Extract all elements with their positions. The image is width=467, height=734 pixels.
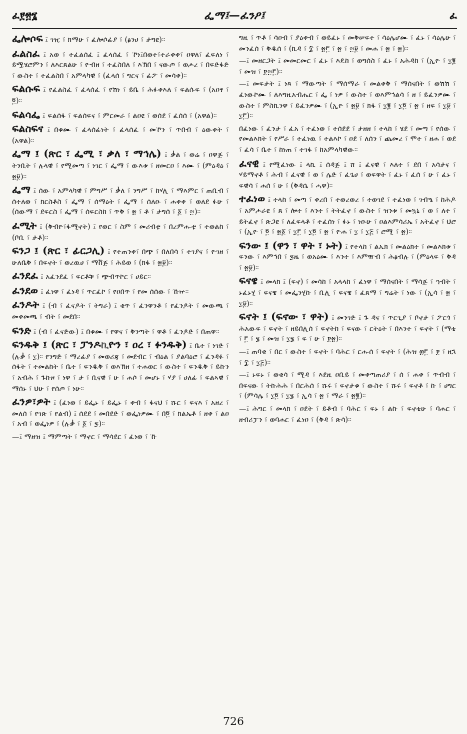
entry-definition: —፤ ሕግር ፣ መላክ ፣ ዐደት ፣ ይቶብ ፣ ባሕር ፣ ፍኑ ፣ ልኩ ፣ ፍኖቴሁ ፣ ባሐር ፣ ዘብሪፓን ፣ ወባሐር ፣ ፈነዐ ፣ (ቅዳ ፣ ጽሳ)። <box>239 404 456 424</box>
dictionary-entry <box>239 370 456 402</box>
dictionary-entry <box>12 148 229 182</box>
entry-definition: ፤ (ፈነወ ፣ ይፌኑ ፣ ይፌኑ ፣ ቀብ ፣ ፋናህ ፣ ሹር ፣ ፍናእ ፣ አዘረ ፣ መለሰ ፣ የገጽ ፣ የልብ) ፤ ሰደደ ፣ መበደድ ፣ ወፌነዎሙ ፣ በ፬ ፣ ክልኤቶ ፣ ዘቀ ፣ ልዐ ፣ አብ ፣ ወፌነዎ ፣ (ሉቃ ፣ ፩ ፣ ፯)። <box>12 398 229 429</box>
page-number: 726 <box>223 715 244 728</box>
entry-definition: ፤ አፈንደፈ ፣ ፍርቶቹ ፣ ጭብጥኮር ፣ ሀይር። <box>40 272 152 282</box>
entry-definition: ፤ ቃል ፣ ወሬ ፣ ዐዋጅ ፣ ትንቢት ፣ ሉላዊ ፣ የሚመጣ ፣ ነገር ፣ ፌማ ፣ ውእቱ ፣ ዘመርዐ ፣ እሙ ፣ (ምዕዳዕ ፣ ፳፱)። <box>12 150 229 181</box>
entry-headword: ፈንደፈ <box>12 270 39 283</box>
entry-definition: ፤ መላክ ፤ (ፍኖ) ፣ መሳከ ፣ አላላከ ፣ ፈነዋ ፣ ማሰናበት ፣ ማሳጅ ፣ ኀብት ፣ ኑፈኑሂ ፣ ፍናዌ ፣ መፌንሂኩ ፣ ቢሊ ፣ ፍናዌ ፣ ፈጸማ ፣ ግሬት ፣ ነው ፣ (ኢሳ ፣ ፳ ፣ ፲፱)። <box>239 277 456 308</box>
header-letter: ፈ <box>449 10 457 22</box>
dictionary-entry <box>239 124 456 156</box>
entry-definition: —፤ ጠባቂ ፣ በር ፣ ውስተ ፣ ፍኖት ፣ ባሕር ፣ ርሑሰ ፣ ፍኖት ፣ (ሕዝ ፴፫ ፣ ፻ ፣ ዘኋ ፣ ፰ ፣ ፲፭)። <box>239 347 456 367</box>
entry-definition: ፤ አወ ፣ ተፈልሰፈ ፤ ፈላሰፈ ፣ ኾነ፤በወተ፣ተራቀቀ፣ ዐዋለ፣ ፈፍለነ ፣ ይሟሄሮምን ፣ ለእርጸልሁ ፣ ዮብዘ ፣ ተፈስበለ ፣ እኽበ ፣ ናውጦ ፣ ወሖረ ፣ በፍድፋድ ፣ ውስተ ፣ ተፈልስበ ፣ አምላካዊ ፣ (ፈላሰ ፣ ግርና ፣ ፊፖ ፣ መሳቀ)። <box>12 49 229 80</box>
entry-definition: ፤ የተጠንቀ፣ በጭ ፣ በለበሳ ፣ ተገያና ፣ ዮገዘ ፣ ሁለቤቅ ፣ በፍኖት ፣ ወረዉሀ ፣ ማቨጅ ፣ ሕይወ ፣ (ክፋ ፣ ፳፱)። <box>12 247 229 267</box>
entry-headword: ፍልስፍና <box>12 123 44 136</box>
dictionary-entry <box>12 396 229 430</box>
entry-definition: —፤ ማዘዝ ፤ ማምጣት ፣ ማኖር ፣ ማሳደር ፣ ፈነወ ፣ ኹ <box>12 432 157 441</box>
running-header <box>12 6 457 26</box>
entry-headword: ፈንዎ፣ዎት <box>12 396 51 409</box>
text-columns <box>12 33 457 713</box>
entry-headword: ተፈነወ <box>239 193 266 206</box>
dictionary-entry <box>239 347 456 368</box>
dictionary-entry <box>12 123 229 146</box>
entry-definition: ፤ ገዢ ፣ ክማሁ ፣ ፈሎሶፊያ ፣ (ፅንሀ ፣ ታግዩ)። <box>45 35 166 44</box>
entry-definition: ፤ መንገድ ፤ ጉ ዳና ፣ ጥርጊያ ፣ ቦኖታ ፣ ፖርጎ ፣ ሕአውፍ ፣ ፍኖት ፣ ዘይበሊሰ ፣ ፍኖትከ ፣ ፍናው ፣ ርትዕት ፣ በእንተ ፣ ፍኖት ፣ (ማቴ ፣ ፫ ፣ ፮ ፣ መዝ ፣ ፲፮ ፣ ፍ ፣ ሁ ፣ ፻፳)። <box>239 313 456 344</box>
dictionary-entry <box>12 33 229 46</box>
dictionary-entry <box>239 240 456 274</box>
entry-headword: ፈንደወ <box>12 284 39 297</box>
dictionary-entry <box>12 339 229 394</box>
entry-definition: ፤ ቤተ ፣ ነገድ ፣ (ሉቃ ፣ ፲)። የንግድ ፣ ማረፊያ ፣ መወሪጃ ፣ መደብር ፣ ብዕል ፣ ያልባዕሮ ፣ ፈንዳፉ ፣ ሰፋት ፣ ተመልከት ፣ ቤተ ፣ ፍንዱቅ ፣ ወእኽዘ ፣ ተሐወር ፣ ውስተ ፣ ፍንዱቅ ፣ ይኩን ፣ አብሕ ፣ ጉኩዞ ፣ ነዋ ፣ ታ ፣ ቢናዊ ፣ ሁ ፣ ሐሶ ፣ መሆኑ ፣ ሃያ ፣ ሀለፊ ፣ ፍልኣዊ ፣ ማሰኑ ፣ ህሁ ፣ የሰጦ ፣ ነሁ። <box>12 341 229 393</box>
dictionary-entry <box>239 33 456 54</box>
dictionary-entry <box>12 285 229 298</box>
entry-definition: ፤ የፈልስፈ ፣ ፈላሰፈ ፣ የሽነ ፣ ይቤ ፣ ሕፉቀእለ ፣ ፍልሱፍ ፣ (አዐፃ ፣ ፬)። <box>12 85 229 105</box>
entry-headword: ፌማ ፤ (ጽር ፣ ፌሚ ፣ ቃለ ፣ ማኅሌ) <box>12 148 162 161</box>
dictionary-entry <box>239 193 456 237</box>
header-section-mark: ፈ፻፳፮ <box>12 10 38 22</box>
entry-headword: ፍንጋ ፤ (ጽር ፣ ፊርጋሊ) <box>12 245 105 258</box>
entry-headword: ፍናዌ <box>239 275 258 288</box>
entry-headword: ፍንድ <box>12 324 32 337</box>
dictionary-entry <box>12 270 229 283</box>
dictionary-entry <box>239 56 456 77</box>
header-guide-words: ፌማ፤—ፈንዖ፤ <box>204 9 265 22</box>
dictionary-entry <box>12 109 229 122</box>
entry-headword: ፈናዊ <box>239 157 260 170</box>
dictionary-entry <box>239 158 456 192</box>
entry-definition: ፤ ሰው ፣ አምላካዊ ፣ ምግሥ ፣ ቃለ ፣ ንግሥ ፣ ከሃሊ ፣ ማእምር ፣ ጠቢብ ፣ ሰተለወ ፣ ክርስቶስ ፣ ፌማ ፣ ሰማዕት ፣ ፌማ ፣ ሰለዑ ፣ ሐቀቀ ፣ ወለደ ፉሁ ፣ (ሰውማ ፣ ደፍርስ ፣ ፌማ ፣ ሰፍርስከ ፣ ጥቅ ፣ ፳ ፣ ቶ ፣ ታግሰ ፣ ፩ ፣ ፵)። <box>12 186 229 217</box>
left-column <box>12 33 229 713</box>
entry-definition: ፤ (ቅብዮ፣ፋሚኖት) ፤ የወር ፣ ስም ፣ መሪብቲ ፣ በረምሑቲ ፣ ተወልከ ፣ (ቦቢ ፣ ታቶ)። <box>12 221 229 242</box>
dictionary-entry <box>12 220 229 243</box>
dictionary-entry <box>12 432 229 443</box>
entry-definition: ፤ በቁሙ ፣ ፈላሰፊነት ፣ ፈላሰፈ ፣ መኾን ፣ ጥበብ ፣ ዕውቀት ፣ (አዋል)። <box>12 125 229 145</box>
entry-headword: ፈንዶት <box>12 299 40 312</box>
entry-definition: —፤ መዘርጋት ፤ መመርመር ፣ ፈኑ ፣ እዴከ ፣ ወግሰስ ፣ ፈኑ ፣ አሕዳከ ፣ (ኢዮ ፣ ፲፪ ፣ መዝ ፣ ፻፵፫)። <box>239 56 456 76</box>
entry-headword: ፌማ <box>12 184 31 197</box>
entry-headword: ፍልሳፌ <box>12 108 41 121</box>
entry-definition: ግዚ ፣ ጥቶ ፣ ሳዐብ ፣ ያዕቀብ ፣ ወይፈኑ ፣ መቅሠፍተ ፣ ሳዕሌሆሙ ፣ ፈኑ ፣ ሳዕሌሁ ፣ መንፈሰ ፣ ቅዱሰ ፣ (ኪዳ ፣ ፰ ፣ ፳፫ ፣ ፳ ፣ ፵፱ ፣ መሐ ፣ ፳ ፣ ፳)። <box>239 33 456 53</box>
dictionary-entry <box>12 184 229 218</box>
entry-definition: ፤ ፍልሰፋ ፣ ፍልሰፍና ፣ ምርመራ ፣ ልዐዩ ፣ ወሰደ ፣ ፈሰሰ ፣ (አዋል)። <box>42 110 217 120</box>
entry-headword: ፍኖት ፤ (ፍኖው ፣ ዋት) <box>239 311 329 324</box>
dictionary-entry <box>239 311 456 345</box>
header-rule <box>12 28 457 29</box>
entry-definition: በፈነው ፣ ፈንታ ፣ ፈአ ፣ ተፈነወ ፣ ተሰደደ ፣ ታዘዘ ፣ ተላከ ፣ ሄደ ፣ መጣ ፣ የሰው ፣ የመልእክት ፣ የሥራ ፣ ተፈነዉ ፣ ተልእኮ ፣ ዐደ ፣ ለሰን ፣ ጨመረ ፣ ሞተ ፣ ዘሐ ፣ ወደ ፣ ፈሳ ፣ ቤተ ፣ ከነጠ ፣ ተገፋ ፣ ከአምላካዊው። <box>239 123 456 154</box>
entry-definition: ፤ (ብ ፣ ፈናዶት ፣ ትግራ) ፤ ቂጥ ፣ ፈንዋንቶ ፣ የፈንዶት ፣ መውጫ ፣ መቀመጫ ፣ ብት ፣ መደበ። <box>12 301 229 322</box>
entry-headword: ፈሚት <box>12 219 37 232</box>
right-column <box>239 33 456 713</box>
entry-headword: ፍልሱፍ <box>12 83 41 96</box>
entry-headword: ፍንዱቅ ፤ (ጽር ፣ ፓንዶኪዮን ፣ ዐረ ፣ ፉንዱቅ) <box>12 339 187 352</box>
entry-definition: ፤ (ብ ፣ ፈናድው) ፤ በቁሙ ፣ የዋና ፣ ቅንጣት ፣ ዋቶ ፣ ፈንዶድ ፣ በጠዋ። <box>33 326 220 336</box>
dictionary-entry <box>239 79 456 121</box>
entry-definition: ፤ ፈነዋ ፣ ፈነዳ ፣ ጥርፈኮ ፣ የዐበጥ ፣ የመ ሰሰው ፣ ኹኵ። <box>40 286 189 296</box>
dictionary-entry <box>12 48 229 82</box>
entry-definition: ፤ የተላከ ፣ ልኡክ ፣ መልዕክተ ፣ መልእክቱ ፣ ፍንው ፣ እምኅበ ፣ ፯ዜ ፣ ወአዕሙ ፣ እንተ ፣ እምዥብ ፣ ሕፅብሉ ፣ (ምዕላፍ ፣ ቅዳ ፣ ፳፱)። <box>239 241 456 272</box>
entry-definition: ፤ የሚፈነው ፤ ላኪ ፤ ሰዳጅ ፤ ሸ ፤ ፈናዊ ፣ እለተ ፣ ደበ ፣ አሳታና ፣ ሃይማኖቶ ፣ ሕብ ፣ ፈናዊ ፣ ወ ፣ ሌድ ፣ ፈጌሀ ፣ ወፍዋት ፣ ፈኑ ፣ ፈሰ ፣ ሁ ፣ ፈኑ ፣ ፍዊሳ ፣ ሐሰ ፣ ሁ ፣ (ቅዳሴ ፣ ሓዋ)። <box>239 159 456 190</box>
dictionary-entry <box>239 275 456 309</box>
entry-definition: —፤ ኑፍኑ ፣ ወቂሳ ፣ ሚዳ ፣ እደዚ ዐቢይ ፣ መቀጣጠሪያ ፣ ሰ ፣ ሐቀ ፣ ጥብብ ፣ በፍናው ፣ ትኩሕሕ ፣ በርሕሰ ፣ ሹሩ ፣ ፍኖታቁ ፣ ውስተ ፣ ሹሩ ፣ ፍኖቶ ፣ ኩ ፣ ሀግር ፣ (ምሳሌ ፣ ፲፬ ፣ ፲፮ ፣ ኢሳ ፣ ፳ ፣ ማራ ፣ ፳፪)። <box>239 370 456 401</box>
dictionary-entry <box>12 83 229 106</box>
entry-headword: ፍንው ፤ (ዋን ፣ ዋት ፣ ኑት) <box>239 239 343 252</box>
dictionary-entry <box>12 325 229 338</box>
entry-definition: ፤ ተላከ ፣ መጣ ፣ ቀረበ ፣ ተወረወረ ፣ ተወገደ ፣ ተፈነወ ፣ ገብዔ ፣ ከሕዶ ፣ አምሖራዩ ፣ ጸ ፣ ሎተ ፣ እንተ ፣ ትትፈኖ ፣ ውስተ ፣ ዝንቱ ፣ መኳኒ ፣ ወ ፣ ለተ ፣ ይትፈኖ ፣ ጽጋዩ ፣ ለፈፍላቶ ፣ ተፈሰነ ፣ ፉኑ ፣ ነዑሁ ፣ ዐልእምሳሪኤ ፣ አትፈኖ ፣ ህሮ ፣ (ኢዮ ፣ ፬ ፣ ፳፩ ፣ ፲፫ ፣ ፲፬ ፣ ፳ ፣ ዮሐ ፣ ፲ ፣ ፲፭ ፣ ሮሚ ፣ ፳)። <box>239 195 456 237</box>
entry-headword: ፌሎሶፍ <box>12 33 43 45</box>
dictionary-entry <box>12 299 229 322</box>
entry-headword: ፈልስፈ <box>12 47 40 60</box>
entry-definition: —፤ መፍታት ፤ ነጻ ፣ ማውጣት ፣ ማሰማራ ፣ መልቀቅ ፣ ማሰናበት ፣ ወሽሽ ፣ ፈነውኮሙ ፣ ለእግዚአብሔር ፣ ፌ ፣ ነዎ ፣ ውስተ ፣ ወእምኅልሳ ፣ ዘ ፣ ይፈንዎሙ ፣ ውስተ ፣ ምስኪንዋ ፣ ይፈንዎሙ ፣ (ኢዮ ፣ ፳፱ ፣ ክፋ ፣ ፲፪ ፣ ፲፬ ፣ ፳ ፣ ዘፍ ፣ ፲፱ ፣ ፲፫)። <box>239 79 456 121</box>
dictionary-entry <box>239 404 456 425</box>
dictionary-entry <box>12 245 229 268</box>
